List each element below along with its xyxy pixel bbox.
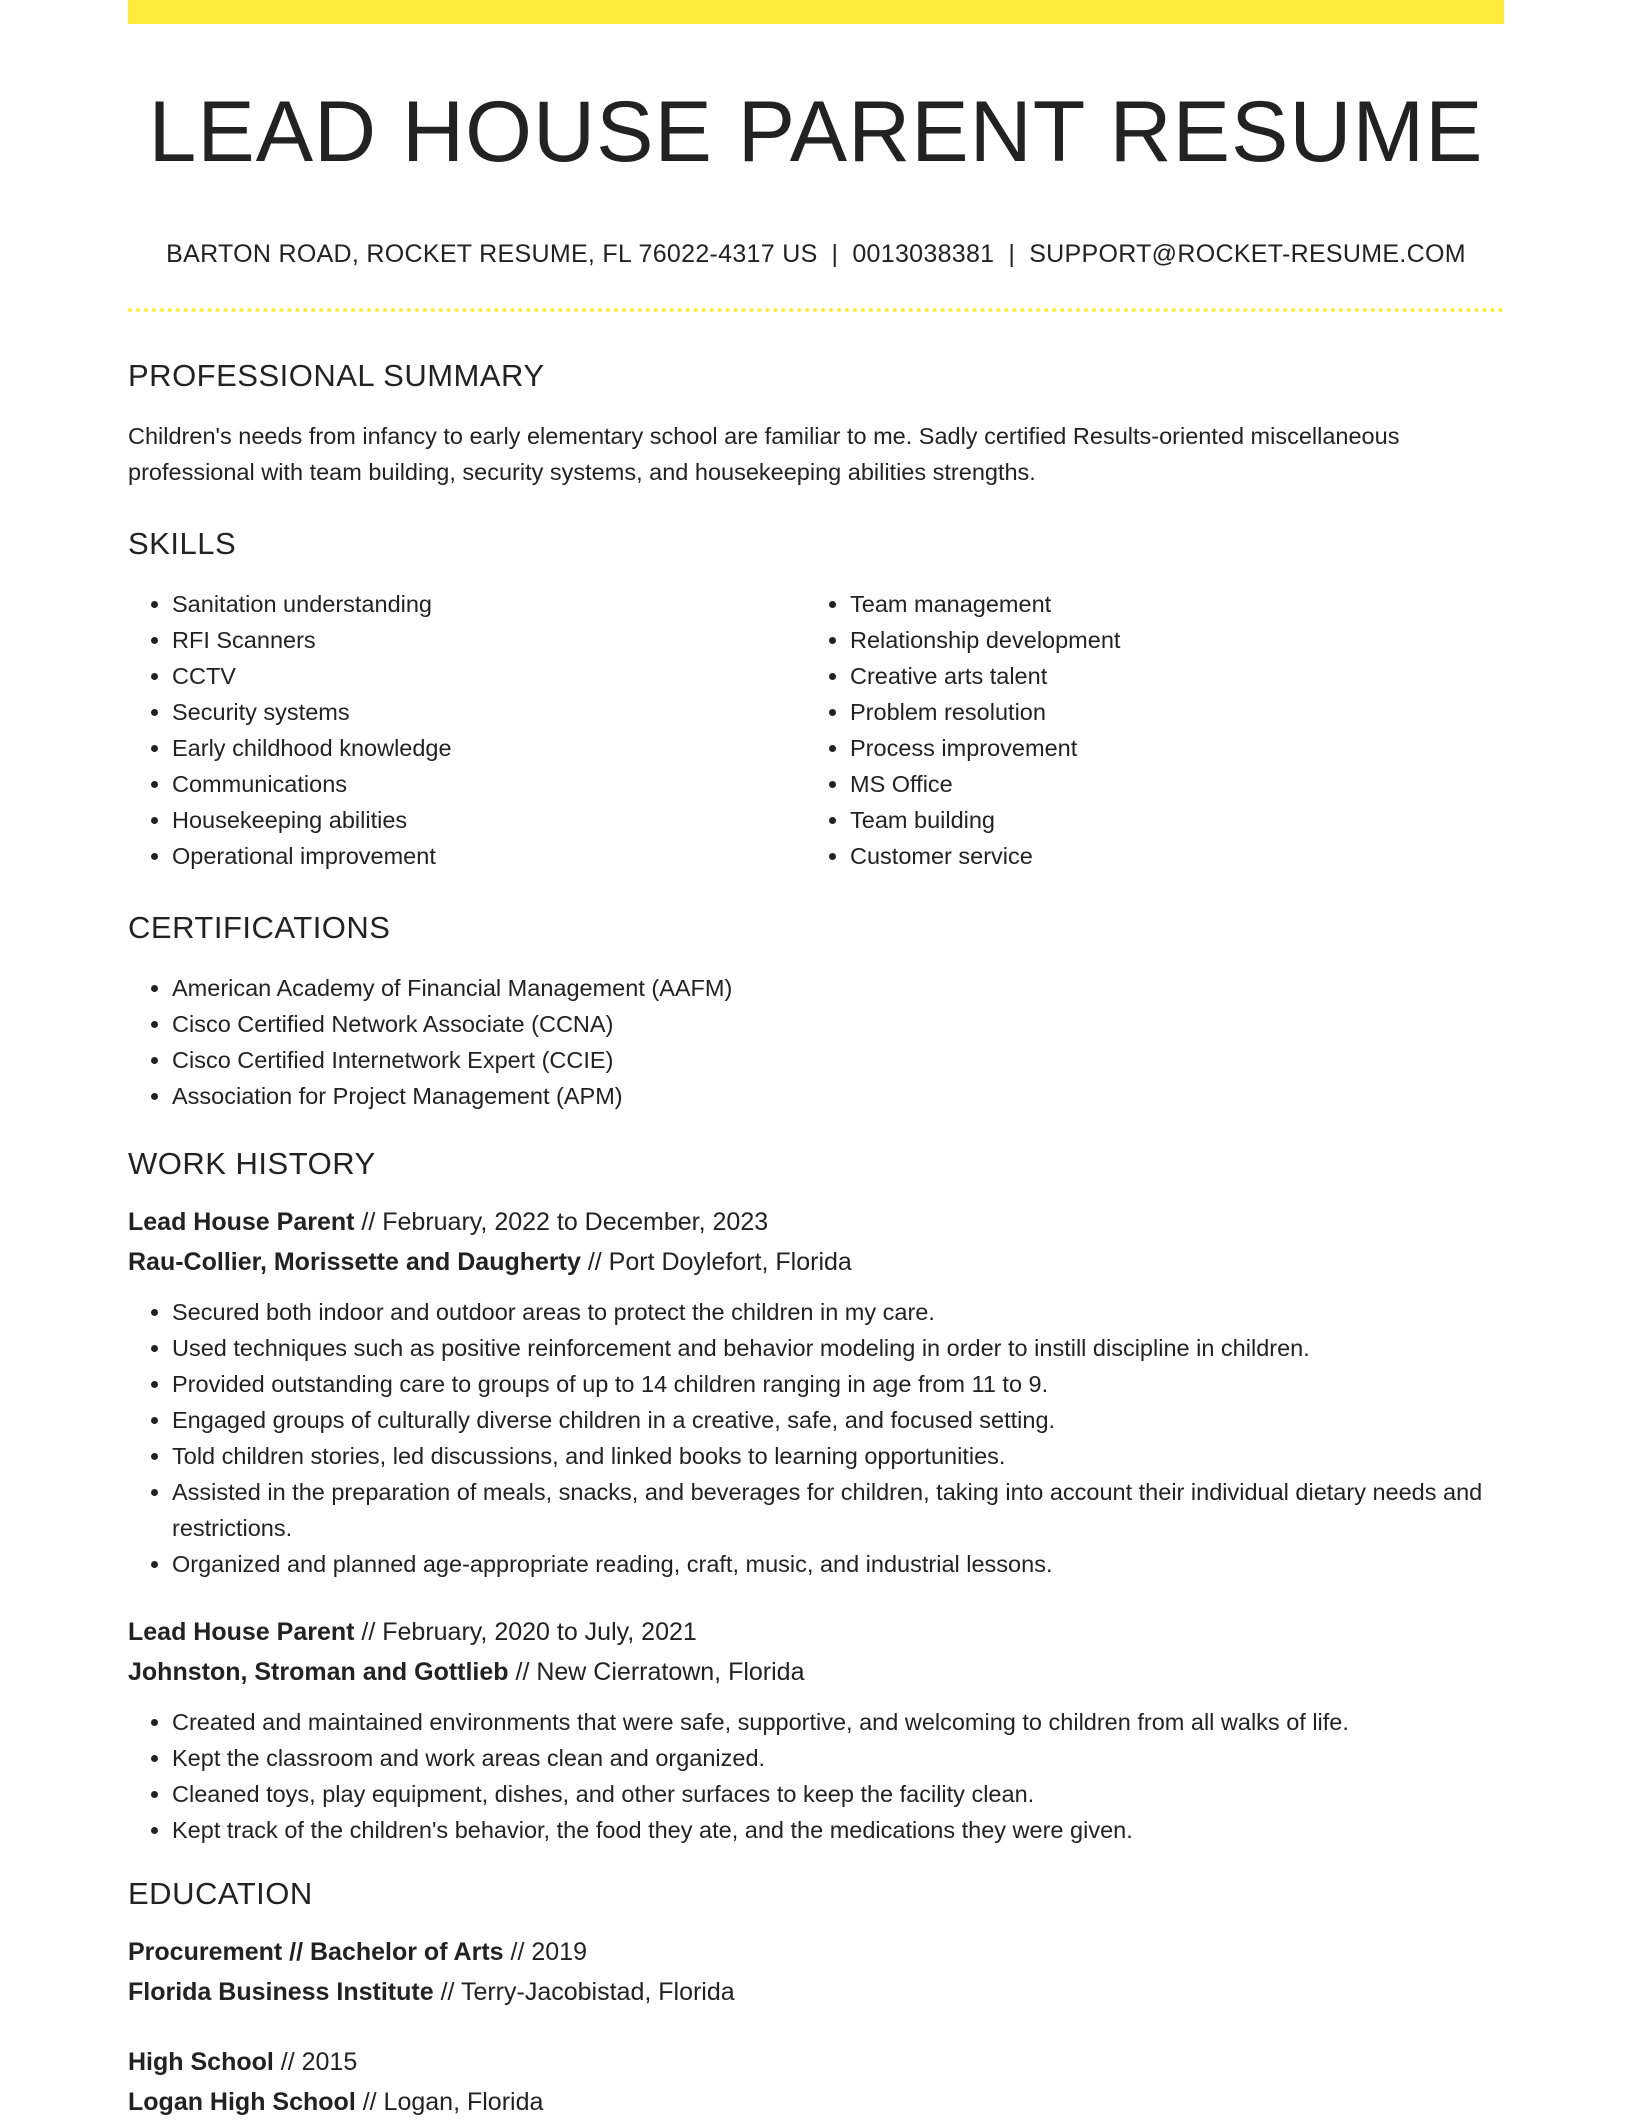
skill-item: • CCTV [172, 658, 806, 694]
certification-item: • Association for Project Management (APM) [172, 1078, 1504, 1114]
skill-item: • Relationship development [850, 622, 1484, 658]
skill-item: • MS Office [850, 766, 1484, 802]
job-duty: • Assisted in the preparation of meals, snacks, and beverages for children, taking into account their individual dietary needs and restrictions. [172, 1474, 1504, 1546]
contact-separator: | [1008, 240, 1016, 268]
job-duty: • Told children stories, led discussions, and linked books to learning opportunities. [172, 1438, 1504, 1474]
top-accent-bar [128, 0, 1504, 24]
skills-column-right [806, 586, 1484, 874]
certification-item: • Cisco Certified Network Associate (CCNA) [172, 1006, 1504, 1042]
job-dates: // February, 2020 to July, 2021 [361, 1618, 697, 1646]
education-school-line [128, 2082, 1504, 2122]
certifications-list [128, 970, 1504, 1114]
education-degree-line [128, 1932, 1504, 1972]
skill-item: • Team management [850, 586, 1484, 622]
contact-phone: 0013038381 [852, 240, 995, 268]
job-duties-list [128, 1704, 1504, 1848]
job-duty: • Provided outstanding care to groups of up to 14 children ranging in age from 11 to 9. [172, 1366, 1504, 1402]
education-degree: High School [128, 2048, 274, 2076]
job-title-line [128, 1612, 1504, 1652]
contact-address: BARTON ROAD, ROCKET RESUME, FL 76022-4317 US [166, 240, 818, 268]
certification-item: • Cisco Certified Internetwork Expert (CCIE) [172, 1042, 1504, 1078]
skill-item: • Customer service [850, 838, 1484, 874]
job-company: Johnston, Stroman and Gottlieb [128, 1658, 509, 1686]
job-duty: • Used techniques such as positive reinforcement and behavior modeling in order to instill discipline in children. [172, 1330, 1504, 1366]
contact-line [128, 238, 1504, 270]
skill-item: • Process improvement [850, 730, 1484, 766]
job-company: Rau-Collier, Morissette and Daugherty [128, 1248, 581, 1276]
education-year: // 2019 [510, 1938, 587, 1966]
skill-item: • Creative arts talent [850, 658, 1484, 694]
job-entry [128, 1202, 1504, 1582]
dotted-divider [128, 308, 1504, 312]
education-heading: EDUCATION [128, 1876, 313, 1911]
education-school: Florida Business Institute [128, 1978, 434, 2006]
job-duty: • Organized and planned age-appropriate reading, craft, music, and industrial lessons. [172, 1546, 1504, 1582]
education-degree: Procurement // Bachelor of Arts [128, 1938, 504, 1966]
certifications-heading: CERTIFICATIONS [128, 910, 391, 945]
job-dates: // February, 2022 to December, 2023 [361, 1208, 769, 1236]
job-company-line [128, 1652, 1504, 1692]
skill-item: • Housekeeping abilities [172, 802, 806, 838]
education-entry [128, 2042, 1504, 2122]
skill-item: • RFI Scanners [172, 622, 806, 658]
education-location: // Logan, Florida [362, 2088, 544, 2116]
job-duty: • Created and maintained environments that were safe, supportive, and welcoming to children from all walks of life. [172, 1704, 1504, 1740]
job-title: Lead House Parent [128, 1208, 355, 1236]
education-year: // 2015 [280, 2048, 358, 2076]
skills-column-left [128, 586, 806, 874]
job-location: // New Cierratown, Florida [515, 1658, 805, 1686]
job-duties-list [128, 1294, 1504, 1582]
summary-heading: PROFESSIONAL SUMMARY [128, 358, 545, 393]
job-duty: • Engaged groups of culturally diverse children in a creative, safe, and focused setting. [172, 1402, 1504, 1438]
job-title-line [128, 1202, 1504, 1242]
skill-item: • Team building [850, 802, 1484, 838]
education-location: // Terry-Jacobistad, Florida [440, 1978, 735, 2006]
skill-item: • Communications [172, 766, 806, 802]
education-school-line [128, 1972, 1504, 2012]
job-duty: • Cleaned toys, play equipment, dishes, and other surfaces to keep the facility clean. [172, 1776, 1504, 1812]
skill-item: • Early childhood knowledge [172, 730, 806, 766]
education-entry [128, 1932, 1504, 2012]
education-school: Logan High School [128, 2088, 356, 2116]
job-duty: • Kept the classroom and work areas clean and organized. [172, 1740, 1504, 1776]
job-company-line [128, 1242, 1504, 1282]
skills-heading: SKILLS [128, 526, 237, 561]
job-location: // Port Doylefort, Florida [587, 1248, 852, 1276]
certification-item: • American Academy of Financial Management (AAFM) [172, 970, 1504, 1006]
job-duty: • Secured both indoor and outdoor areas to protect the children in my care. [172, 1294, 1504, 1330]
skill-item: • Operational improvement [172, 838, 806, 874]
skill-item: • Security systems [172, 694, 806, 730]
summary-text: Children's needs from infancy to early elementary school are familiar to me. Sadly certified Results-oriented miscellaneous professional with team building, security systems, and housekeeping abilities strengths. [128, 423, 1400, 485]
skill-item: • Problem resolution [850, 694, 1484, 730]
resume-page [128, 0, 1504, 2122]
job-title: Lead House Parent [128, 1618, 355, 1646]
skills-columns [128, 586, 1504, 874]
work-history-heading: WORK HISTORY [128, 1146, 376, 1181]
job-entry [128, 1612, 1504, 1848]
contact-separator: | [831, 240, 839, 268]
education-degree-line [128, 2042, 1504, 2082]
skill-item: • Sanitation understanding [172, 586, 806, 622]
contact-email: SUPPORT@ROCKET-RESUME.COM [1029, 240, 1466, 268]
job-duty: • Kept track of the children's behavior, the food they ate, and the medications they were given. [172, 1812, 1504, 1848]
resume-title: LEAD HOUSE PARENT RESUME [148, 84, 1484, 180]
